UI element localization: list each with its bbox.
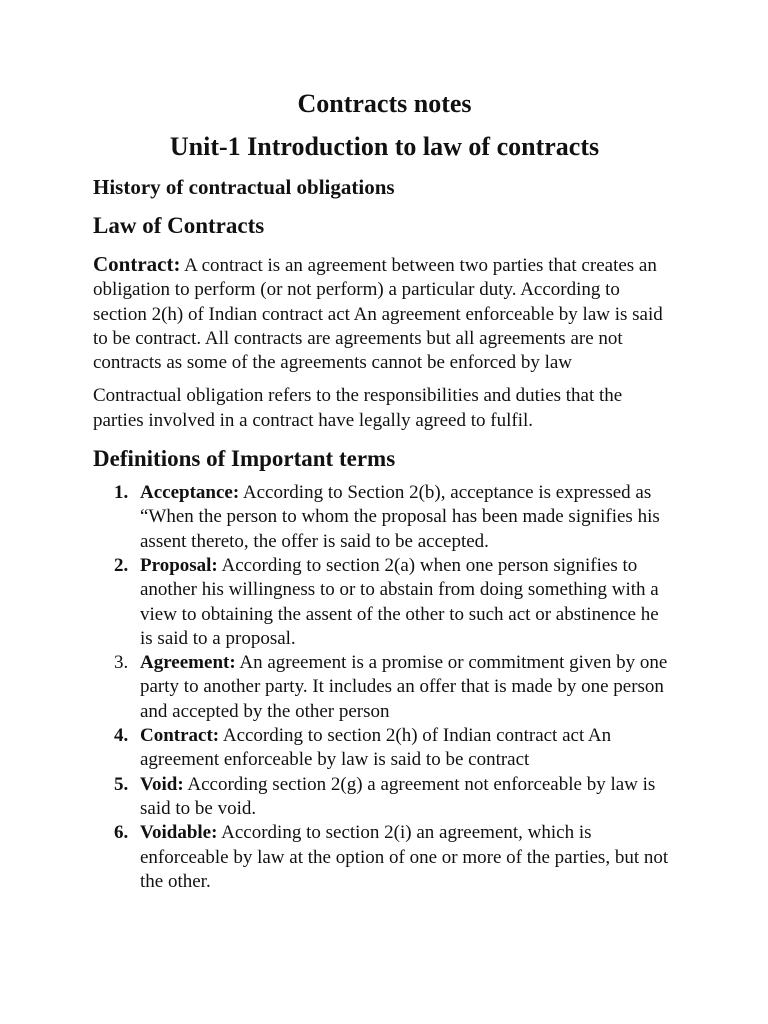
definition-item-acceptance [93, 481, 676, 554]
definition-number: 2. [114, 554, 129, 576]
definition-term: Agreement: [140, 652, 236, 674]
definition-term: Contract: [140, 725, 220, 747]
obligation-paragraph: Contractual obligation refers to the responsibilities and duties that the parties involved in a contract have legally agreed to fulfil. [93, 385, 623, 431]
definition-number: 1. [114, 482, 129, 504]
definition-text: According to section 2(h) of Indian contract act An agreement enforceable by law is said to be contract [140, 725, 612, 771]
definition-text: According to section 2(i) an agreement, which is enforceable by law at the option of one or more of the parties, but not the other. [140, 822, 669, 892]
definition-number: 6. [114, 822, 129, 844]
definition-item-proposal [93, 554, 676, 651]
contract-paragraph [93, 252, 676, 375]
definition-number: 3. [114, 652, 129, 674]
contract-paragraph-text: A contract is an agreement between two parties that creates an obligation to perform (or not perform) a particular duty. According to section 2(h) of Indian contract act An agreement enforceable by law is said to be contract. All contracts are agreements but all agreements are not contracts as some of the agreements cannot be enforced by law [93, 255, 663, 374]
definition-item-void [93, 773, 676, 822]
definition-item-contract [93, 724, 676, 773]
definition-item-voidable [93, 821, 676, 894]
unit-title: Unit-1 Introduction to law of contracts [169, 132, 600, 161]
definition-number: 5. [114, 773, 129, 795]
law-of-contracts-heading: Law of Contracts [93, 213, 265, 238]
definitions-list [93, 481, 676, 894]
contract-lead-term: Contract: [93, 252, 181, 276]
definition-text: According to section 2(a) when one person signifies to another his willingness to or to abstain from doing something with a view to obtaining the assent of the other to such act or abstinence he is said to a proposal. [140, 554, 659, 649]
definitions-heading: Definitions of Important terms [93, 446, 396, 472]
definition-term: Proposal: [140, 554, 218, 576]
definition-item-agreement [93, 651, 676, 724]
definition-text: According section 2(g) a agreement not enforceable by law is said to be void. [140, 773, 656, 819]
history-heading: History of contractual obligations [93, 175, 395, 199]
document-title: Contracts notes [297, 89, 472, 118]
definition-text: An agreement is a promise or commitment given by one party to another party. It includes an offer that is made by one person and accepted by the other person [140, 652, 668, 722]
definition-text: According to Section 2(b), acceptance is expressed as “When the person to whom the proposal has been made signifies his assent thereto, the offer is said to be accepted. [140, 482, 660, 552]
definition-term: Void: [140, 773, 184, 795]
definition-number: 4. [114, 725, 129, 747]
definition-term: Acceptance: [140, 482, 240, 504]
definition-term: Voidable: [140, 822, 218, 844]
